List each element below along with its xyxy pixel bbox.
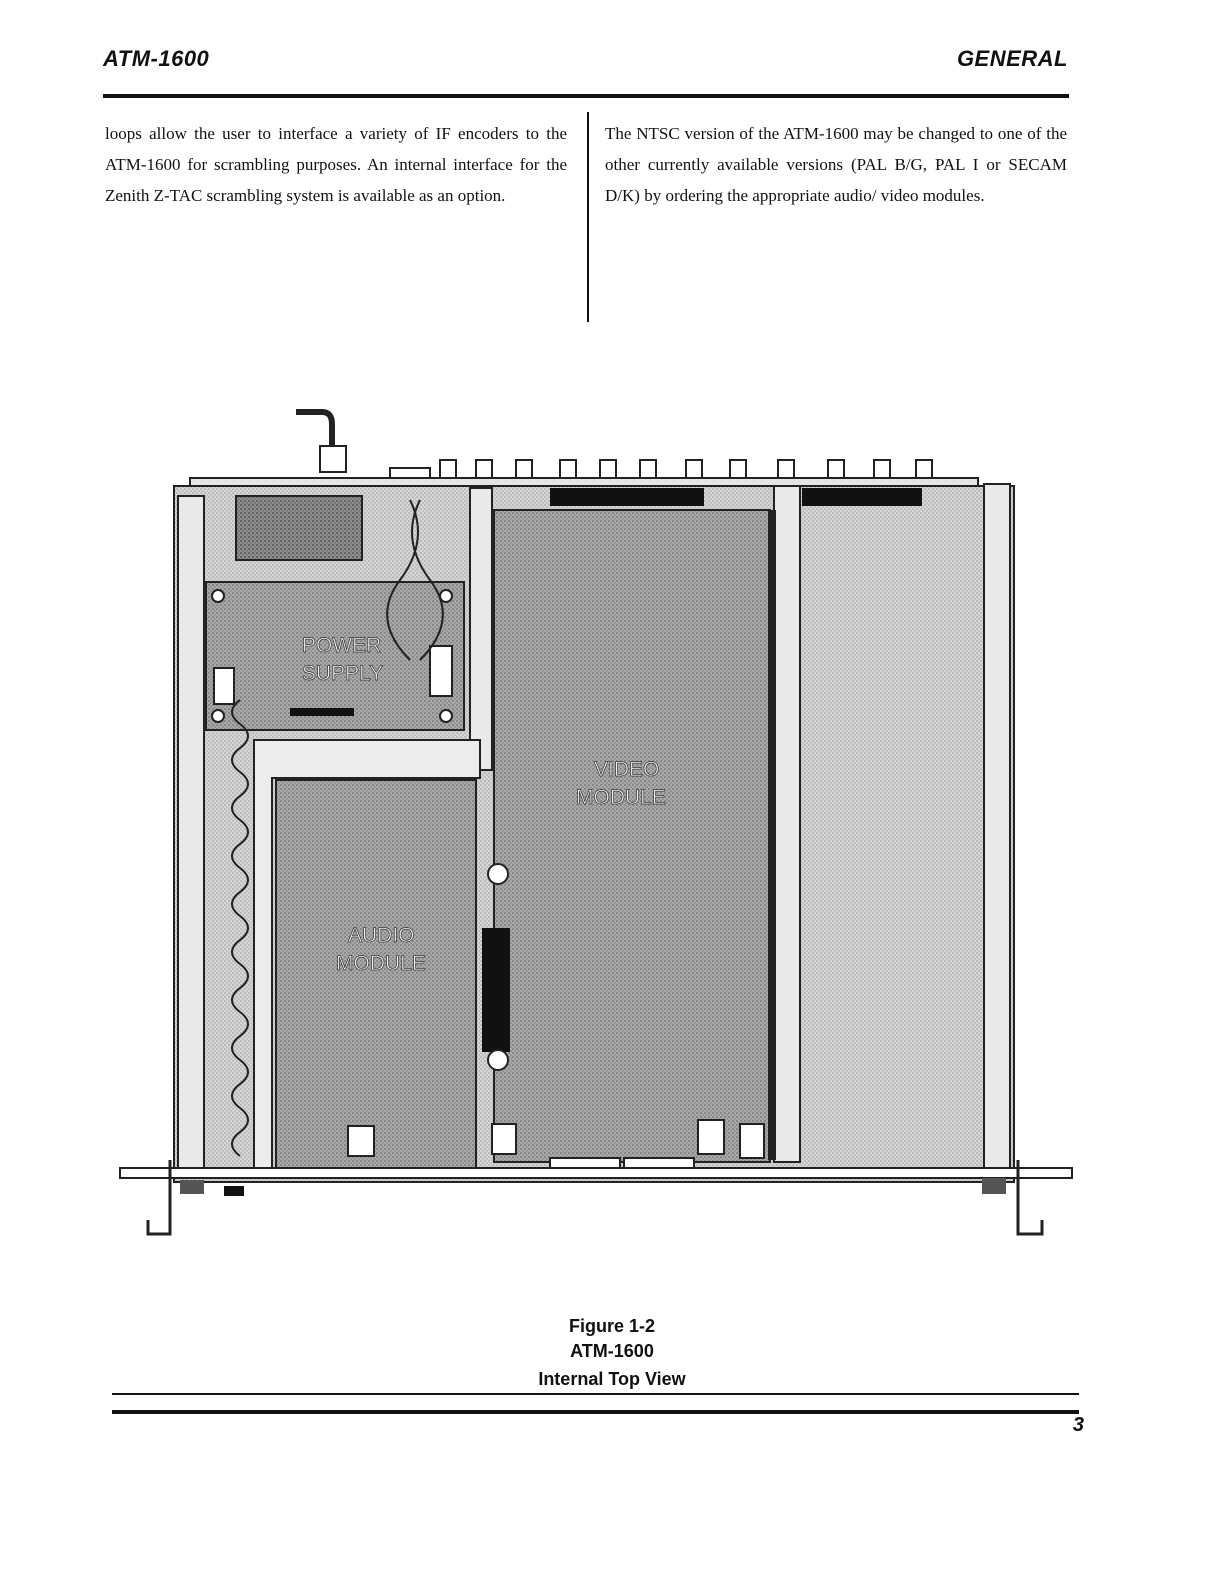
center-rail-left bbox=[470, 488, 492, 770]
figure-caption-title: Internal Top View bbox=[538, 1369, 686, 1389]
interboard-connector bbox=[482, 928, 510, 1052]
audio-module-label-line1: AUDIO bbox=[348, 924, 415, 947]
page-number: 3 bbox=[1072, 1414, 1084, 1436]
body-column-left: loops allow the user to interface a variety of IF encoders to the ATM-1600 for scrambling purposes. An internal interface for the Zenith Z-TAC scrambling system is available as an option. bbox=[105, 124, 567, 205]
video-module-label-line1: VIDEO bbox=[594, 758, 660, 781]
footer-rule-thick bbox=[112, 1410, 1079, 1414]
audio-module-board bbox=[276, 780, 476, 1170]
left-rail bbox=[178, 496, 204, 1172]
right-rail bbox=[984, 484, 1010, 1174]
video-module-label-line2: MODULE bbox=[576, 786, 666, 809]
power-cord bbox=[296, 412, 332, 448]
running-header-right: GENERAL bbox=[956, 46, 1068, 71]
power-supply-label-line2: SUPPLY bbox=[302, 662, 384, 685]
internal-top-view-figure bbox=[100, 400, 1100, 1260]
front-panel bbox=[120, 1168, 1072, 1178]
top-bar-2 bbox=[802, 488, 922, 506]
figure-caption-number: Figure 1-2 bbox=[568, 1316, 656, 1336]
power-plug bbox=[320, 446, 346, 472]
footer-rule-thin bbox=[112, 1393, 1079, 1395]
top-bar-1 bbox=[550, 488, 704, 506]
transformer bbox=[236, 496, 362, 560]
running-header-left: ATM-1600 bbox=[103, 46, 210, 71]
figure-caption-model: ATM-1600 bbox=[570, 1341, 654, 1361]
center-rail-right bbox=[774, 486, 800, 1162]
video-module-board bbox=[494, 510, 770, 1162]
power-supply-label-line1: POWER bbox=[302, 634, 382, 657]
body-column-right: The NTSC version of the ATM-1600 may be changed to one of the other currently available versions (PAL B/G, PAL I or SECAM D/K) by ordering the appropriate audio/ video modules. bbox=[605, 124, 1067, 205]
header-rule bbox=[103, 94, 1069, 98]
audio-module-label-line2: MODULE bbox=[336, 952, 426, 975]
column-divider bbox=[587, 112, 589, 322]
